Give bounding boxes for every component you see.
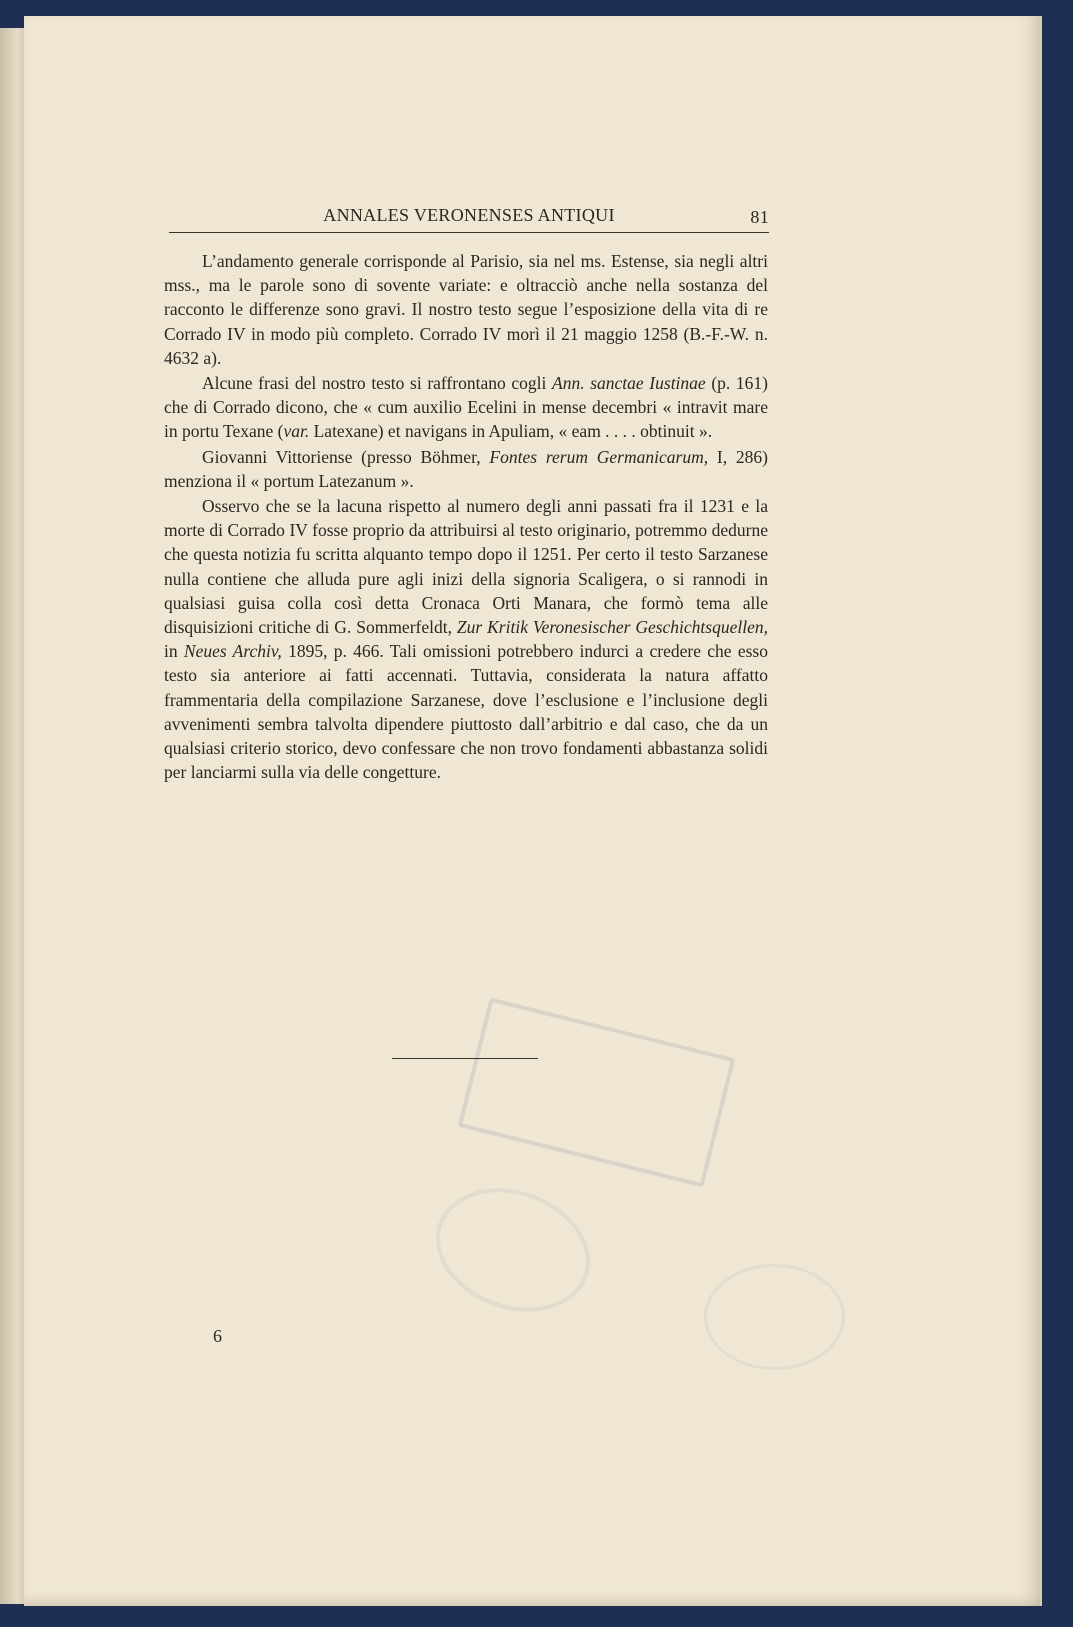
italic-citation: Zur Kritik Veronesischer Geschichtsquellen, bbox=[456, 617, 768, 638]
italic-citation: Neues Archiv, bbox=[183, 641, 282, 662]
oval-stamp bbox=[419, 1168, 608, 1333]
signature-mark: 6 bbox=[213, 1326, 222, 1346]
body-text bbox=[164, 249, 768, 785]
italic-abbrev: var. bbox=[283, 421, 310, 442]
text-run: Latexane) et navigans in Apuliam, « eam . . . . obtinuit ». bbox=[309, 421, 713, 442]
library-stamp bbox=[458, 997, 736, 1187]
italic-citation: Fontes rerum Germanicarum, bbox=[489, 446, 709, 467]
facing-page-edge bbox=[0, 28, 25, 1604]
page-number: 81 bbox=[750, 207, 769, 227]
oval-stamp-faint bbox=[704, 1264, 845, 1370]
text-run: Giovanni Vittoriense (presso Böhmer, bbox=[202, 446, 490, 467]
paragraph-2 bbox=[164, 371, 768, 444]
book-page bbox=[24, 16, 1042, 1606]
text-run: Osservo che se la lacuna rispetto al numero degli anni passati fra il 1231 e la morte di Corrado IV fosse proprio da attribuirsi al testo originario, potremmo dedurne che questa notizia fu scritta alquanto tempo dopo il 1251. Per certo il testo Sarzanese nulla contiene che alluda pure agli inizi della signoria Scaligera, o si rannodi in qualsiasi guisa colla così detta Cronaca Orti Manara, che formò tema alle disquisizioni critiche di G. Sommerfeldt, bbox=[164, 496, 768, 638]
italic-citation: Ann. sanctae Iustinae bbox=[552, 373, 706, 394]
text-run: in bbox=[164, 641, 184, 662]
section-end-rule bbox=[392, 1058, 538, 1059]
paragraph-1: L’andamento generale corrisponde al Parisio, sia nel ms. Estense, sia negli altri mss., ma le parole sono di sovente variate: e oltracciò anche nella sostanza del racconto le differenze sono gravi. Il nostro testo segue l’esposizione della vita di re Corrado IV in modo più completo. Corrado IV morì il 21 maggio 1258 (B.-F.-W. n. 4632 a). bbox=[164, 251, 768, 368]
text-run: 1895, p. 466. Tali omissioni potrebbero indurci a credere che esso testo sia anteriore ai fatti accennati. Tuttavia, considerata la natura affatto frammentaria della compilazione Sarzanese, dove l’esclusione e l’inclusione degli avvenimenti sembra talvolta dipendere piuttosto dall’arbitrio e dal caso, che da un qualsiasi criterio storico, devo confessare che non trovo fondamenti abbastanza solidi per lanciarmi sulla via delle congetture. bbox=[164, 641, 768, 783]
text-run: I, 286) menziona il « portum Latezanum ». bbox=[164, 446, 769, 491]
text-run: Alcune frasi del nostro testo si raffrontano cogli bbox=[202, 373, 552, 394]
paragraph-3 bbox=[164, 445, 768, 493]
paragraph-4 bbox=[164, 494, 768, 784]
running-title: ANNALES VERONENSES ANTIQUI bbox=[323, 205, 615, 225]
header-rule bbox=[169, 232, 769, 233]
text-run: (p. 161) che di Corrado dicono, che « cum auxilio Ecelini in mense decembri « intravit mare in portu Texane ( bbox=[164, 373, 768, 442]
